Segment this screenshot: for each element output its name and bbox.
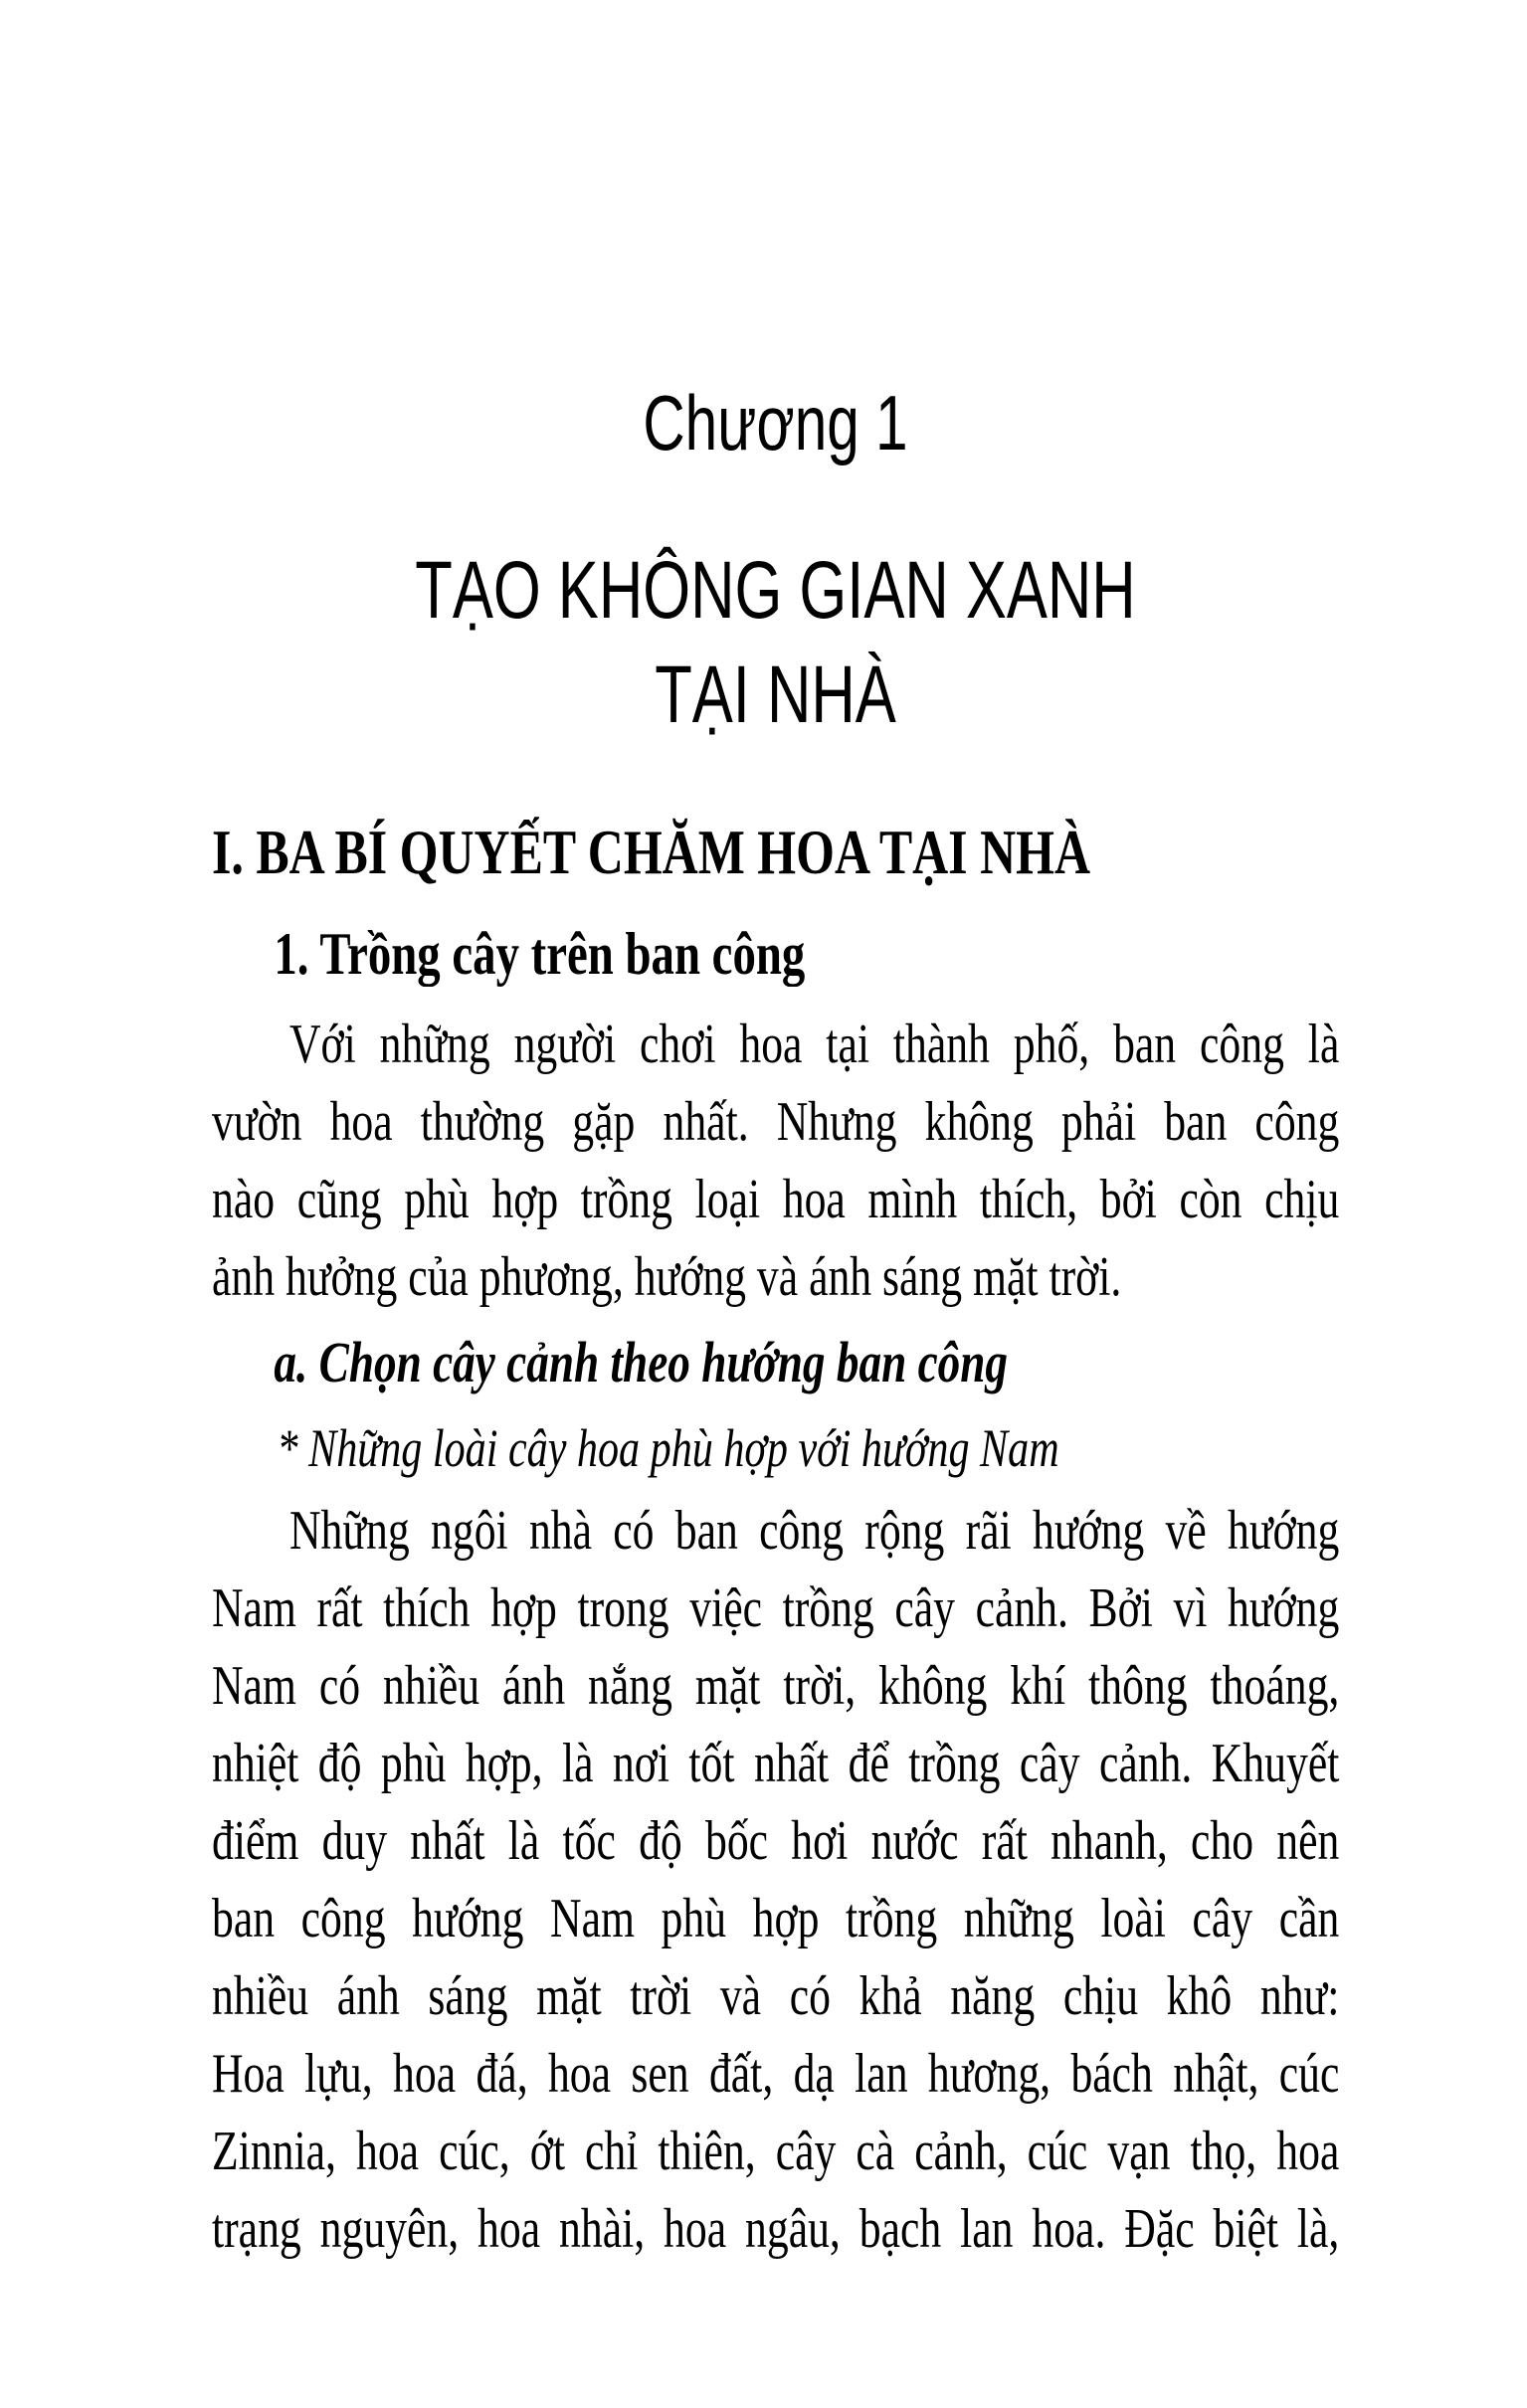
text-line: ban công hướng Nam phù hợp trồng những loài cây cần xyxy=(212,1888,1340,1949)
text-line: Nam rất thích hợp trong việc trồng cây cảnh. Bởi vì hướng xyxy=(212,1577,1340,1639)
text-line: Với những người chơi hoa tại thành phố, ban công là xyxy=(289,1014,1340,1075)
paragraph-intro xyxy=(212,1006,1339,1316)
chapter-title-line-2: TẠI NHÀ xyxy=(655,649,896,740)
text-line: điểm duy nhất là tốc độ bốc hơi nước rất nhanh, cho nên xyxy=(212,1810,1340,1872)
chapter-title xyxy=(353,538,1199,747)
text-line: Hoa lựu, hoa đá, hoa sen đất, dạ lan hương, bách nhật, cúc xyxy=(212,2043,1340,2105)
text-line: Nam có nhiều ánh nắng mặt trời, không khí thông thoáng, xyxy=(212,1655,1340,1717)
text-line: trạng nguyên, hoa nhài, hoa ngâu, bạch lan hoa. Đặc biệt là, xyxy=(212,2198,1340,2260)
subsection-heading: 1. Trồng cây trên ban công xyxy=(274,921,806,987)
text-line: nào cũng phù hợp trồng loại hoa mình thích, bởi còn chịu xyxy=(212,1169,1340,1230)
text-line: Những ngôi nhà có ban công rộng rãi hướng về hướng xyxy=(289,1500,1340,1562)
sub-heading-star: * Những loài cây hoa phù hợp với hướng Nam xyxy=(277,1418,1059,1478)
text-line: nhiệt độ phù hợp, là nơi tốt nhất để trồng cây cảnh. Khuyết xyxy=(212,1733,1340,1794)
section-heading: I. BA BÍ QUYẾT CHĂM HOA TẠI NHÀ xyxy=(212,817,1091,887)
text-column xyxy=(212,379,1340,2268)
paragraph-south-balcony xyxy=(212,1492,1339,2268)
text-line: nhiều ánh sáng mặt trời và có khả năng chịu khô như: xyxy=(212,1965,1340,2027)
sub-heading-a: a. Chọn cây cảnh theo hướng ban công xyxy=(274,1330,1009,1394)
chapter-number: Chương 1 xyxy=(643,379,908,466)
text-line: vườn hoa thường gặp nhất. Nhưng không phải ban công xyxy=(212,1091,1340,1153)
text-line: Zinnia, hoa cúc, ớt chỉ thiên, cây cà cảnh, cúc vạn thọ, hoa xyxy=(212,2121,1340,2182)
text-line: ảnh hưởng của phương, hướng và ánh sáng mặt trời. xyxy=(212,1246,1122,1308)
chapter-title-line-1: TẠO KHÔNG GIAN XANH xyxy=(415,545,1136,636)
